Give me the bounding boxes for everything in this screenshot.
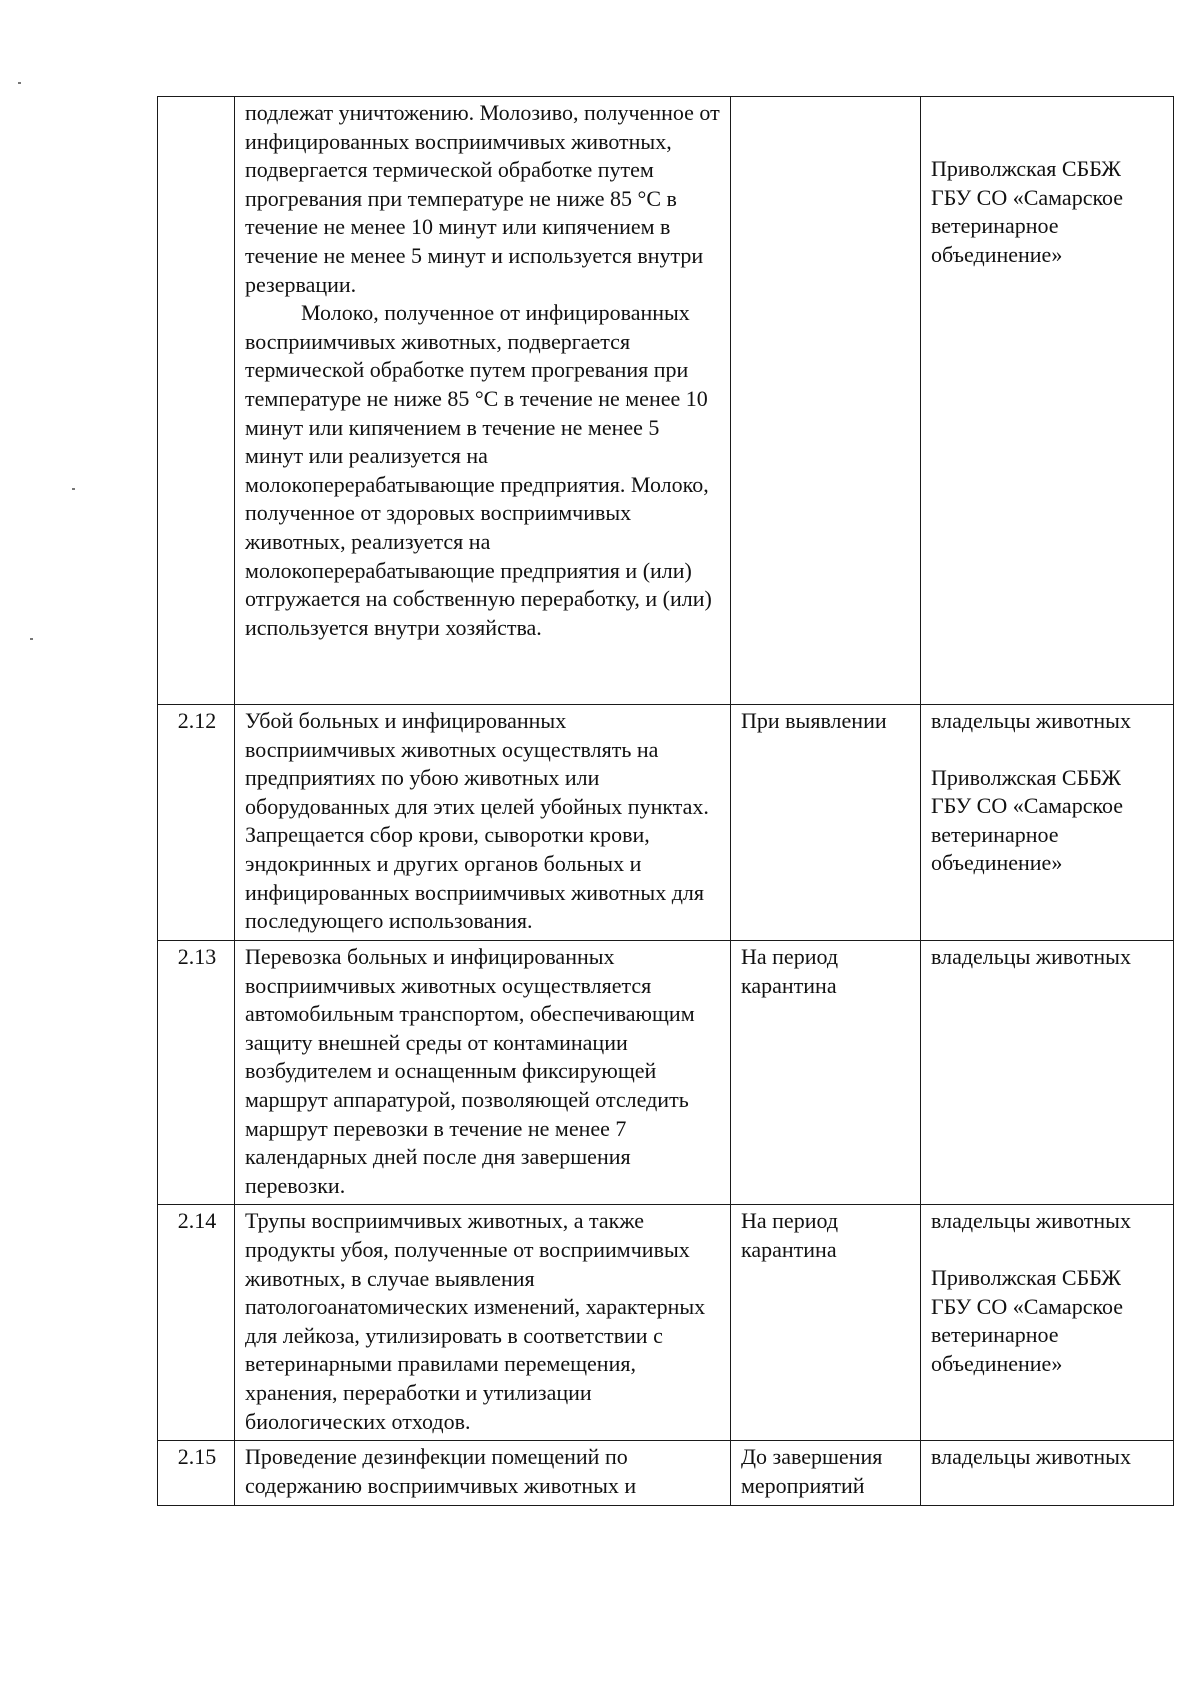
row-number: 2.13 bbox=[158, 941, 235, 1205]
scan-speck bbox=[30, 638, 33, 640]
responsible-cell bbox=[921, 1205, 1174, 1441]
table-row bbox=[158, 97, 1174, 705]
measure-paragraph: Убой больных и инфицированных восприимчивых животных осуществлять на предприятиях по убою животных или оборудованных для этих целей убойных пунктах. Запрещается сбор крови, сыворотки крови, эндокринных и других органов больных и инфицированных восприимчивых животных для последующего использования. bbox=[245, 708, 709, 934]
measure-paragraph: Трупы восприимчивых животных, а также продукты убоя, полученные от восприимчивых животных, в случае выявления патологоанатомических изменений, характерных для лейкоза, утилизировать в соответствии с ветеринарными правилами перемещения, хранения, переработки и утилизации биологических отходов. bbox=[245, 1208, 706, 1434]
table-row bbox=[158, 705, 1174, 941]
measure-text bbox=[235, 97, 731, 705]
deadline-cell: На период карантина bbox=[731, 1205, 921, 1441]
row-number bbox=[158, 97, 235, 705]
responsible-owner: владельцы животных bbox=[931, 944, 1131, 969]
deadline-cell bbox=[731, 97, 921, 705]
row-number: 2.12 bbox=[158, 705, 235, 941]
deadline-cell: До завершения мероприятий bbox=[731, 1441, 921, 1505]
table-row bbox=[158, 941, 1174, 1205]
deadline-cell: На период карантина bbox=[731, 941, 921, 1205]
measure-paragraph: подлежат уничтожению. Молозиво, полученное от инфицированных восприимчивых животных, подвергается термической обработке путем прогревания при температуре не ниже 85 °С в течение не менее 10 минут или кипячением в течение не менее 5 минут и используется внутри резервации. bbox=[245, 100, 720, 297]
responsible-owner: владельцы животных bbox=[931, 708, 1131, 733]
row-number: 2.14 bbox=[158, 1205, 235, 1441]
responsible-cell bbox=[921, 705, 1174, 941]
scan-speck bbox=[18, 82, 21, 84]
responsible-cell bbox=[921, 941, 1174, 1205]
measure-text bbox=[235, 1441, 731, 1505]
responsible-org: Приволжская СББЖ ГБУ СО «Самарское ветеринарное объединение» bbox=[931, 1264, 1124, 1376]
responsible-org: Приволжская СББЖ ГБУ СО «Самарское ветеринарное объединение» bbox=[931, 156, 1124, 267]
table-row bbox=[158, 1205, 1174, 1441]
measure-text bbox=[235, 705, 731, 941]
measures-table bbox=[157, 96, 1174, 1506]
responsible-cell bbox=[921, 97, 1174, 705]
measure-text bbox=[235, 1205, 731, 1441]
measure-paragraph: Молоко, полученное от инфицированных восприимчивых животных, подвергается термической обработке путем прогревания при температуре не ниже 85 °С в течение не менее 10 минут или кипячением в течение не менее 5 минут или реализуется на молокоперерабатывающие предприятия. Молоко, полученное от здоровых восприимчивых животных, реализуется на молокоперерабатывающие предприятия и (или) отгружается на собственную переработку, и (или) используется внутри хозяйства. bbox=[245, 300, 712, 640]
measure-paragraph: Перевозка больных и инфицированных восприимчивых животных осуществляется автомобильным транспортом, обеспечивающим защиту внешней среды от контаминации возбудителем и оснащенным фиксирующей маршрут аппаратурой, позволяющей отследить маршрут перевозки в течение не менее 7 календарных дней после дня завершения перевозки. bbox=[245, 944, 695, 1198]
scan-speck bbox=[72, 488, 75, 490]
responsible-owner: владельцы животных bbox=[931, 1208, 1131, 1234]
responsible-owner: владельцы животных bbox=[931, 1444, 1131, 1470]
table-row bbox=[158, 1441, 1174, 1505]
measure-text bbox=[235, 941, 731, 1205]
measure-paragraph: Проведение дезинфекции помещений по содержанию восприимчивых животных и bbox=[245, 1444, 637, 1498]
row-number: 2.15 bbox=[158, 1441, 235, 1505]
deadline-cell: При выявлении bbox=[731, 705, 921, 941]
responsible-org: Приволжская СББЖ ГБУ СО «Самарское ветеринарное объединение» bbox=[931, 764, 1124, 876]
responsible-cell bbox=[921, 1441, 1174, 1505]
